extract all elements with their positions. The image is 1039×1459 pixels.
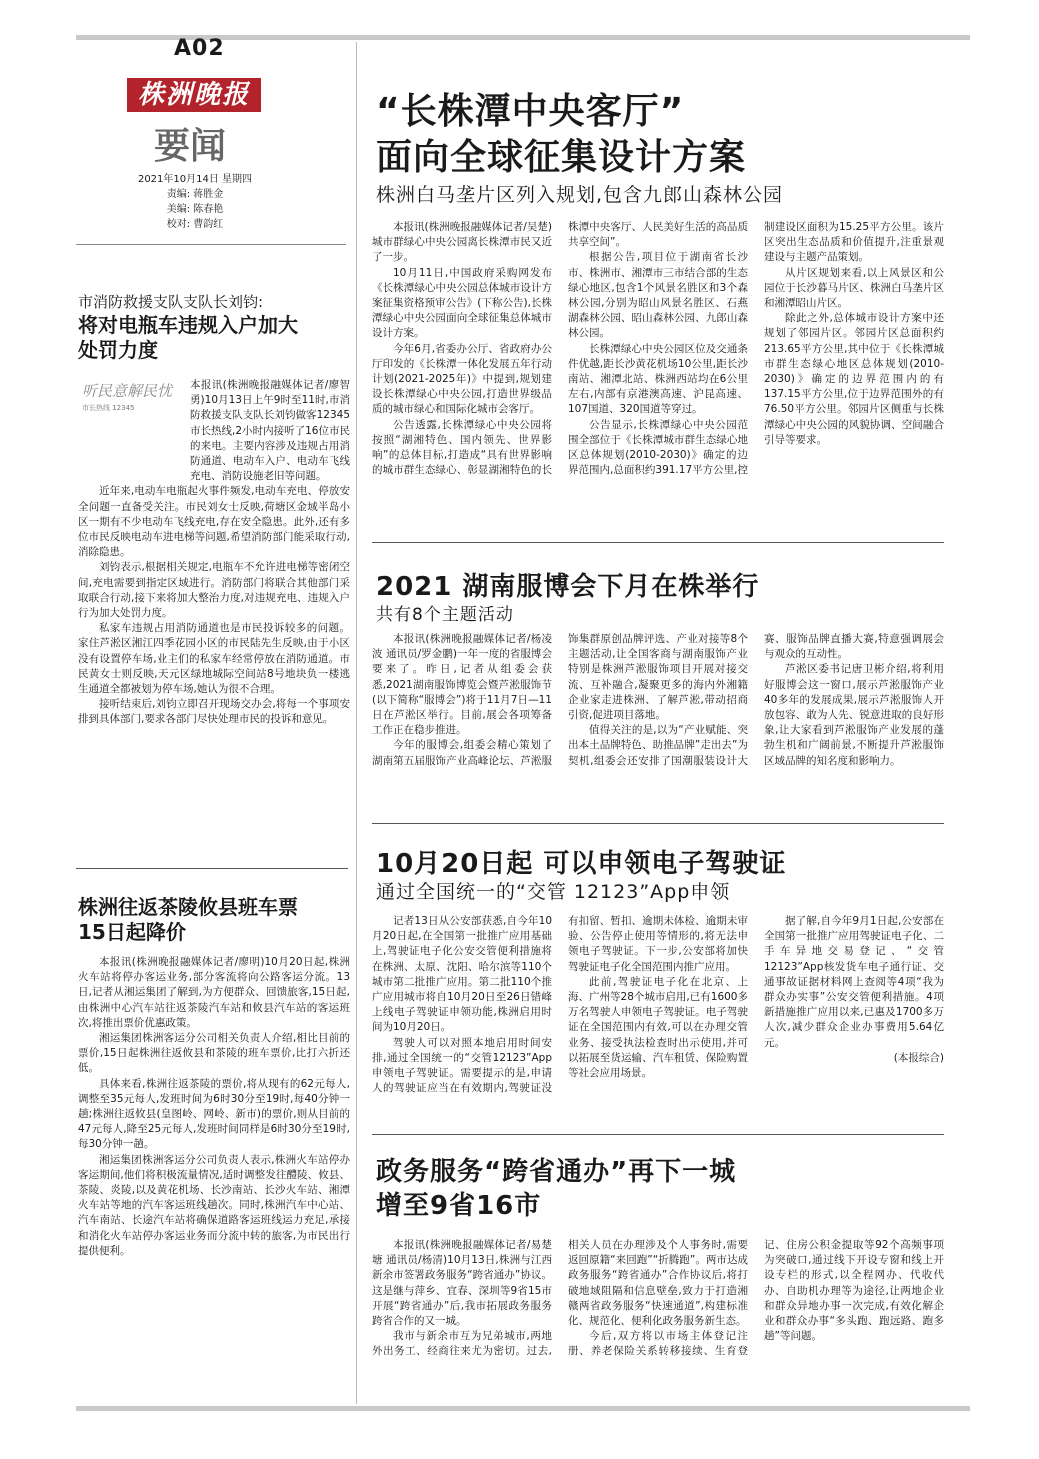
proofreader-credit: 校对: 曹韵红 <box>166 219 224 230</box>
paragraph: 从片区规划来看,以上风景区和公园位于长沙暮马片区、株洲白马垄片区和湘潭昭山片区。 <box>764 266 944 310</box>
paragraph: 今年6月,省委办公厅、省政府办公厅印发的《长株潭一体化发展五年行动计划(2021-2025年)》中提到,规划建设长株潭绿心中央公园,打造世界级品质的城市绿心和国际化城市会客厅。 <box>372 342 552 416</box>
paragraph: 长株潭绿心中央公园区位及交通条件优越,距长沙黄花机场10公里,距长沙南站、湘潭北站、株洲西站均在6公里左右,内部有京港澳高速、沪昆高速、107国道、320国道等穿过。 <box>568 342 748 416</box>
paragraph: 湘运集团株洲客运分公司相关负责人介绍,相比目前的票价,15日起株洲往返攸县和茶陵的班车票价,比打六折还低。 <box>78 1032 350 1075</box>
left-story2-title-1: 株洲往返茶陵攸县班车票 <box>78 895 298 919</box>
article4-body <box>372 1238 944 1398</box>
paragraph: 今后,双方将以市场主体登记注册、养老保险关系转移接续、生育登记、住房公积金提取等92个高频事项为突破口,通过线下开设专窗和线上开设专栏的形式,以全程网办、代收代办、自助机办理等为途径,让两地企业和群众异地办事一次完成,有效化解企业和群众办事“多头跑、跑远路、跑多趟”等问题。 <box>568 1239 944 1358</box>
article4-title-2: 增至9省16市 <box>376 1191 542 1221</box>
section-divider <box>76 868 348 869</box>
left-story2-title-2: 15日起降价 <box>78 920 186 944</box>
paragraph: 驾驶人可以对照本地启用时间安排,通过全国统一的“交管12123”App申领电子驾驶证。需要提示的是,申请人的驾驶证应当在有效期内,驾驶证没有扣留、暂扣、逾期未体检、逾期未审验、公告停止使用等情形的,将无法申领电子驾驶证。下一步,公安部将加快驾驶证电子化全国范围内推广应用。 <box>372 915 748 1095</box>
article2-title: 2021 湖南服博会下月在株举行 <box>376 572 760 602</box>
article1-subtitle: 株洲白马垄片区列入规划,包含九郎山森林公园 <box>376 184 784 206</box>
paragraph: 本报讯(株洲晚报融媒体记者/廖明)10月20日起,株洲火车站将停办客运业务,部分客流将向公路客运分流。13日,记者从湘运集团了解到,为方便群众、回馈旅客,15日起,由株洲中心汽车站往返茶陵汽车站和攸县汽车站的客运班次,将推出票价优惠政策。 <box>78 956 350 1029</box>
masthead-info <box>120 172 270 232</box>
paragraph: 除此之外,总体城市设计方案中还规划了邻园片区。邻园片区总面积约213.65平方公里,其中位于《长株潭城市群生态绿心地区总体规划(2010-2030)》确定的边界范围内的有137.15平方公里,位于边界范围外的有76.50平方公里。邻园片区侧重与长株潭绿心中央公园的风貌协调、空间融合引导等要求。 <box>764 312 944 446</box>
editor-credit: 责编: 蒋胜金 <box>166 189 224 200</box>
paragraph: 值得关注的是,以为“产业赋能、突出本土品牌特色、助推品牌”走出去”为契机,组委会还安排了国潮服装设计大赛、服饰品牌直播大赛,特意强调展会与观众的互动性。 <box>568 633 944 767</box>
paragraph: 本报讯(株洲晚报融媒体记者/易楚塘 通讯员/杨清)10月13日,株洲与江西新余市签署政务服务“跨省通办”协议。这是继与萍乡、宜春、深圳等9省15市开展“跨省通办”后,我市拓展政务服务跨省合作的又一城。 <box>372 1239 552 1328</box>
paragraph: 据了解,自今年9月1日起,公安部在全国第一批推广应用驾驶证电子化、二手车异地交易登记、“交管12123”App核发货车电子通行证、交通事故证据材料网上查阅等4项“我为群众办实事”公安交管便利措施。4项新措施推广应用以来,已惠及1700多万人次,减少群众企业办事费用5.64亿元。 <box>764 915 944 1049</box>
masthead-rule <box>76 244 346 245</box>
paragraph: 记者13日从公安部获悉,自今年10月20日起,在全国第一批推广应用基础上,驾驶证电子化公安交管便利措施将在株洲、太原、沈阳、哈尔滨等110个城市第二批推广应用。第二批110个推广应用城市将自10月20日至26日错峰上线电子驾驶证申领功能,株洲启用时间为10月20日。 <box>372 915 552 1034</box>
column-divider <box>356 42 357 1404</box>
paragraph: 本报讯(株洲晚报融媒体记者/吴楚)城市群绿心中央公园离长株潭市民又近了一步。 <box>372 221 552 264</box>
paragraph: 根据公告,项目位于湖南省长沙市、株洲市、湘潭市三市结合部的生态绿心地区,包含1个风景名胜区和3个森林公园,分别为昭山风景名胜区、石燕湖森林公园、昭山森林公园、九郎山森林公园。 <box>568 251 748 340</box>
paragraph: 今年的服博会,组委会精心策划了湖南第五届服饰产业高峰论坛、芦淞服饰集群原创品牌评选、产业对接等8个主题活动,让全国客商与湖南服饰产业特别是株洲芦淞服饰项目开展对接交流、互补融合,凝聚更多的海内外湘籍企业家走进株洲、了解芦淞,带动招商引资,促进项目落地。 <box>372 633 748 767</box>
left-story2-body <box>78 955 350 1400</box>
article3-subtitle: 通过全国统一的“交管 12123”App申领 <box>376 881 731 903</box>
paragraph: 公告显示,长株潭绿心中央公园范围全部位于《长株潭城市群生态绿心地区总体规划(2010-2030)》确定的边界范围内,总面积约391.17平方公里,控制建设区面积为15.25平方公里。该片区突出生态品质和价值提升,注重景观建设与主题产品策划。 <box>568 221 944 477</box>
paragraph: 近年来,电动车电瓶起火事件频发,电动车充电、停放安全问题一直备受关注。市民刘女士反映,荷塘区金域半岛小区一期有不少电动车飞线充电,存在安全隐患。此外,还有多位市民反映电动车进电梯等问题,希望消防部门能采取行动,消除隐患。 <box>78 485 350 559</box>
article1-title-1: “长株潭中央客厅” <box>376 91 685 132</box>
article3-body <box>372 914 944 1119</box>
paper-logo: 株洲晚报 <box>127 78 261 112</box>
paragraph: 本报讯(株洲晚报融媒体记者/杨凌波 通讯员/罗金鹏)一年一度的省服博会要来了。昨日,记者从组委会获悉,2021湖南服饰博览会暨芦淞服饰节(以下简称“服博会”)将于11月7日—11日在芦淞区举行。目前,展会各项筹备工作正在稳步推进。 <box>372 633 552 737</box>
paragraph: 此前,驾驶证电子化在北京、上海、广州等28个城市启用,已有1600多万名驾驶人申领电子驾驶证。电子驾驶证在全国范围内有效,可以在办理交管业务、接受执法检查时出示使用,并可以拓展至货运输、汽车租赁、保险购置等社会应用场景。 <box>568 975 748 1080</box>
paragraph: 我市与新余市互为兄弟城市,两地外出务工、经商往来尤为密切。过去,相关人员在办理涉及个人事务时,需要返回原籍“来回跑”“折腾跑”。两市达成政务服务“跨省通办”合作协议后,将打破地域阻隔和信息壁垒,致力于打造湘赣两省政务服务“快速通道”,构建标准化、规范化、便利化政务服务新生态。 <box>372 1239 748 1358</box>
article2-body <box>372 632 944 802</box>
stamp-main-text: 听民意解民忧 <box>82 382 173 400</box>
bottom-rule <box>76 1406 970 1411</box>
issue-date: 2021年10月14日 星期四 <box>137 174 253 185</box>
section-title: 要闻 <box>154 125 227 167</box>
article1-body <box>372 220 944 520</box>
paragraph: 公告透露,长株潭绿心中央公园将按照“湖湘特色、国内领先、世界影响”的总体目标,打造成“具有世界影响的城市群生态绿心、彰显湖湘特色的长株潭中央客厅、人民美好生活的高品质共享空间”。 <box>372 221 748 477</box>
article3-title: 10月20日起 可以申领电子驾驶证 <box>376 849 787 879</box>
paragraph: 具体来看,株洲往返茶陵的票价,将从现有的62元每人,调整至35元每人,发班时间为6时30分至19时,每40分钟一趟;株洲往返攸县(皇图岭、网岭、新市)的票价,则从目前的47元每人,降至25元每人,发班时间同样是6时30分至19时,每30分钟一趟。 <box>78 1077 350 1151</box>
paragraph: 10月11日,中国政府采购网发布《长株潭绿心中央公园总体城市设计方案征集资格预审公告》(下称公告),长株潭绿心中央公园面向全球征集总体城市设计方案。 <box>372 266 552 340</box>
source-note: (本报综合) <box>893 1051 944 1064</box>
section-divider <box>372 823 944 824</box>
designer-credit: 美编: 陈春艳 <box>166 204 224 215</box>
left-story1-title-2: 处罚力度 <box>78 338 158 362</box>
section-divider <box>372 1134 944 1135</box>
page-number: A02 <box>174 36 225 61</box>
paragraph: 刘钧表示,根据相关规定,电瓶车不允许进电梯等密闭空间,充电需要到指定区域进行。消防部门将联合其他部门采取联合行动,接下来将加大整治力度,对违规充电、违规入户行为加大处罚力度。 <box>78 561 350 620</box>
paragraph: 私家车违规占用消防通道也是市民投诉较多的问题。家住芦淞区湘江四季花园小区的市民陆先生反映,由于小区没有设置停车场,业主们的私家车经常停放在消防通道。市民黄女士则反映,天元区绿地城际空间站8号地块负一楼逃生通道全都被划为停车场,她认为很不合理。 <box>78 622 350 696</box>
left-story1-title-1: 将对电瓶车违规入户加大 <box>78 313 298 337</box>
stamp-sub-text: 市长热线 12345 <box>82 404 135 412</box>
left-story1-kicker: 市消防救援支队支队长刘钧: <box>78 293 264 311</box>
article4-title-1: 政务服务“跨省通办”再下一城 <box>376 1157 737 1187</box>
paragraph: 接听结束后,刘钧立即召开现场交办会,将每一个事项安排到具体部门,要求各部门尽快处理市民的投诉和意见。 <box>78 698 350 726</box>
paragraph: 湘运集团株洲客运分公司负责人表示,株洲火车站停办客运期间,他们将积极流量情况,适时调整发往醴陵、攸县、茶陵、炎陵,以及黄花机场、长沙南站、长沙火车站、湘潭火车站等地的汽车客运班线趟次。同时,株洲汽车中心站、汽车南站、长途汽车站将确保道路客运班线运力充足,承接和消化火车站停办客运业务而分流中转的旅客,为市民出行提供便利。 <box>78 1153 350 1257</box>
paragraph: 芦淞区委书记唐卫彬介绍,将利用好服博会这一窗口,展示芦淞服饰产业40多年的发展成果,展示芦淞服饰人开放包容、敢为人先、锐意进取的良好形象,让大家看到芦淞服饰产业发展的蓬勃生机和广阔前景,不断提升芦淞服饰区域品牌的知名度和影响力。 <box>764 663 944 767</box>
article1-title-2: 面向全球征集设计方案 <box>376 137 747 178</box>
paragraph: 本报讯(株洲晚报融媒体记者/廖智勇)10月13日上午9时至11时,市消防救援支队支队长刘钧做客12345市长热线,2小时内接听了16位市民的来电。主要内容涉及违规占用消防通道、电动车入户、电动车飞线充电、消防设施老旧等问题。 <box>190 379 350 483</box>
article2-subtitle: 共有8个主题活动 <box>376 605 514 625</box>
left-story1-body <box>78 378 350 838</box>
section-divider <box>372 542 944 543</box>
